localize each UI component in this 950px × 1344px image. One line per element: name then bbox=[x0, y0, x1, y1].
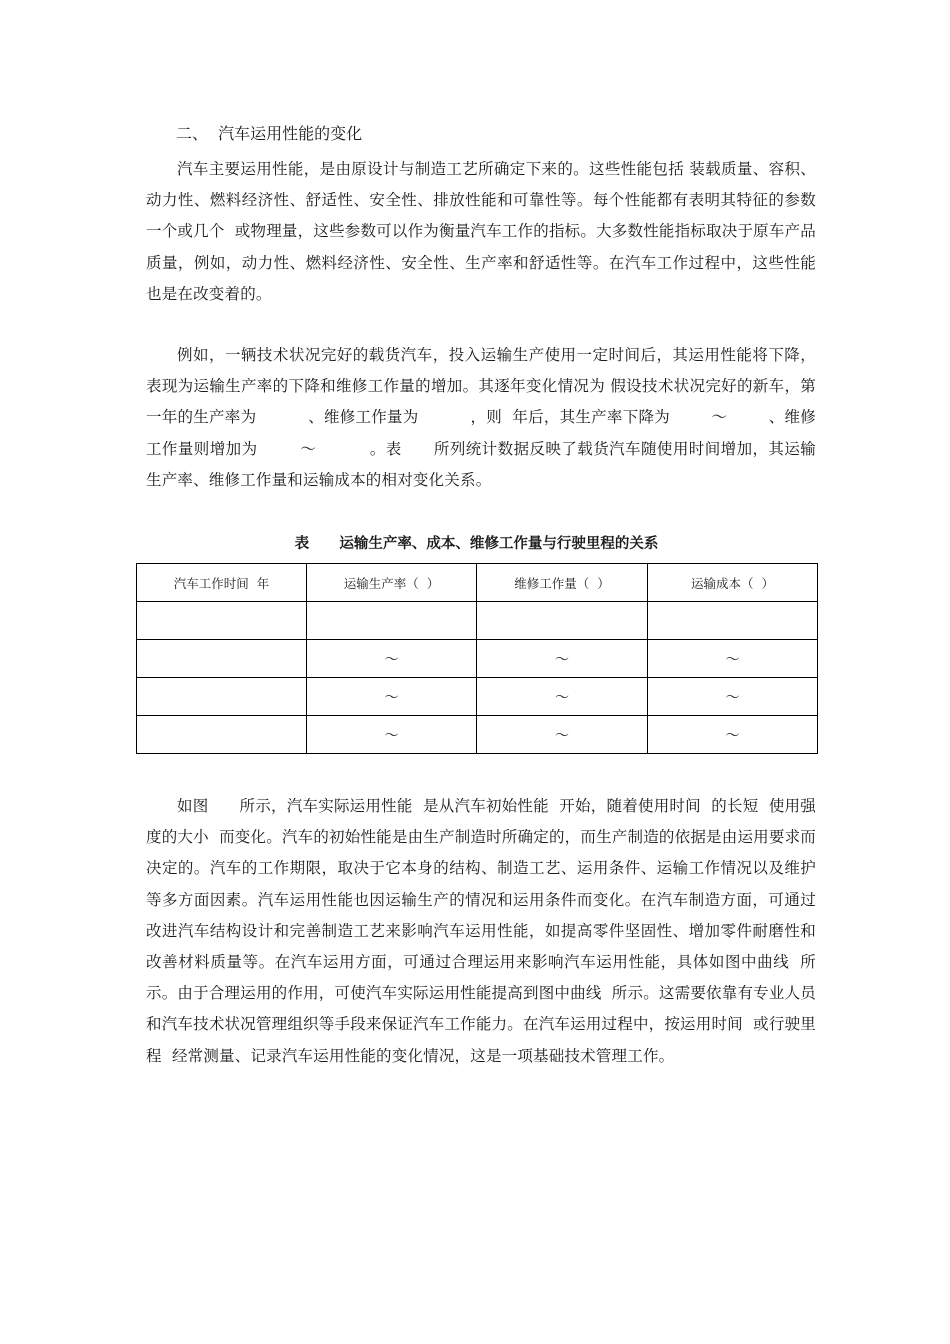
paragraph-example: 例如，一辆技术状况完好的载货汽车，投入运输生产使用一定时间后，其运用性能将下降，表现为运输生产率的下降和维修工作量的增加。其逐年变化情况为 假设技术状况完好的新车，第一年的生产率为 、维修工作量为 ，则 年后，其生产率下降为 ～ 、维修工作量则增加为 ～ 。表 所列统计数据反映了载货汽车随使用时间增加，其运输生产率、维修工作量和运输成本的相对变化关系。 bbox=[146, 346, 816, 489]
table-cell bbox=[648, 602, 818, 640]
table-caption: 表 运输生产率、成本、维修工作量与行驶里程的关系 bbox=[294, 536, 659, 552]
table-cell: ～ bbox=[477, 678, 648, 716]
table-cell: ～ bbox=[307, 716, 477, 754]
table-row bbox=[137, 640, 818, 678]
header-work-time: 汽车工作时间 年 bbox=[137, 564, 307, 602]
table-cell bbox=[137, 716, 307, 754]
table-cell: ～ bbox=[648, 678, 818, 716]
table-cell bbox=[137, 640, 307, 678]
table-cell: ～ bbox=[307, 678, 477, 716]
table-cell bbox=[137, 602, 307, 640]
table-cell: ～ bbox=[648, 640, 818, 678]
table-cell: ～ bbox=[648, 716, 818, 754]
table-cell: ～ bbox=[307, 640, 477, 678]
header-maintenance: 维修工作量（ ） bbox=[477, 564, 648, 602]
table-cell: ～ bbox=[477, 716, 648, 754]
table-header-row bbox=[137, 564, 818, 602]
table-row bbox=[137, 716, 818, 754]
section-heading: 二、 汽车运用性能的变化 bbox=[176, 124, 363, 143]
table-cell bbox=[307, 602, 477, 640]
table-cell: ～ bbox=[477, 640, 648, 678]
paragraph-figure-description: 如图 所示，汽车实际运用性能 是从汽车初始性能 开始，随着使用时间 的长短 使用强度的大小 而变化。汽车的初始性能是由生产制造时所确定的，而生产制造的依据是由运用要求而决定的。汽车的工作期限，取决于它本身的结构、制造工艺、运用条件、运输工作情况以及维护等多方面因素。汽车运用性能也因运输生产的情况和运用条件而变化。在汽车制造方面，可通过改进汽车结构设计和完善制造工艺来影响汽车运用性能，如提高零件坚固性、增加零件耐磨性和改善材料质量等。在汽车运用方面，可通过合理运用来影响汽车运用性能，具体如图中曲线 所示。由于合理运用的作用，可使汽车实际运用性能提高到图中曲线 所示。这需要依靠有专业人员和汽车技术状况管理组织等手段来保证汽车工作能力。在汽车运用过程中，按运用时间 或行驶里程 经常测量、记录汽车运用性能的变化情况，这是一项基础技术管理工作。 bbox=[146, 797, 816, 1065]
statistics-table bbox=[136, 563, 818, 754]
table-cell bbox=[477, 602, 648, 640]
table-row bbox=[137, 678, 818, 716]
header-productivity: 运输生产率（ ） bbox=[307, 564, 477, 602]
header-cost: 运输成本（ ） bbox=[648, 564, 818, 602]
table-cell bbox=[137, 678, 307, 716]
table-row bbox=[137, 602, 818, 640]
paragraph-intro: 汽车主要运用性能，是由原设计与制造工艺所确定下来的。这些性能包括 装载质量、容积、动力性、燃料经济性、舒适性、安全性、排放性能和可靠性等。每个性能都有表明其特征的参数 一个或几个 或物理量，这些参数可以作为衡量汽车工作的指标。大多数性能指标取决于原车产品质量，例如，动力性、燃料经济性、安全性、生产率和舒适性等。在汽车工作过程中，这些性能也是在改变着的。 bbox=[146, 160, 827, 303]
